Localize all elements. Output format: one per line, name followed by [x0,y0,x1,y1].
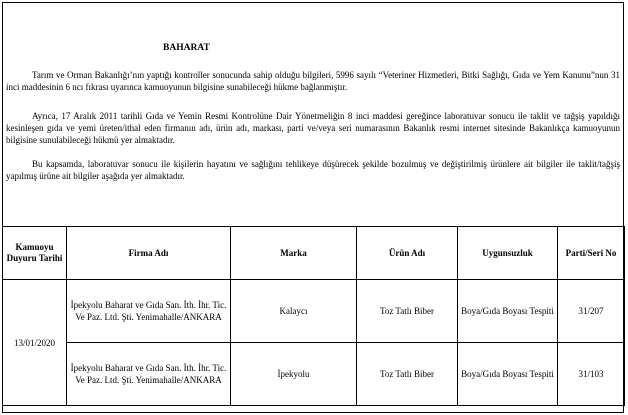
results-table [2,226,625,406]
lot-cell: 31/103 [558,343,625,406]
brand-cell: İpekyolu [231,343,357,406]
table-row [3,343,625,406]
announcement-date-cell: 13/01/2020 [3,280,67,406]
table-header-row [3,227,625,280]
header-issue: Uygunsuzluk [458,227,558,280]
product-cell: Toz Tatlı Biber [357,343,458,406]
issue-cell: Boya/Gıda Boyası Tespiti [458,280,558,343]
lot-cell: 31/207 [558,280,625,343]
header-firm: Firma Adı [67,227,231,280]
product-cell: Toz Tatlı Biber [357,280,458,343]
intro-paragraph-3: Bu kapsamda, laboratuvar sonucu ile kişilerin hayatını ve sağlığını tehlikeye düşürecek şekilde bozulmuş ve değiştirilmiş ürünlere ait bilgiler ile taklit/tağşiş yapılmış ürüne ait bilgiler aşağıda yer almaktadır. [6,159,620,181]
brand-cell: Kalaycı [231,280,357,343]
header-lot: Parti/Seri No [558,227,625,280]
header-date: Kamuoyu Duyuru Tarihi [3,227,67,280]
section-title: BAHARAT [163,43,210,53]
firm-cell: İpekyolu Baharat ve Gıda San. İth. İhr. Tic. Ve Paz. Ltd. Şti. Yenimahalle/ANKARA [67,280,231,343]
header-brand: Marka [231,227,357,280]
firm-cell: İpekyolu Baharat ve Gıda San. İth. İhr. Tic. Ve Paz. Ltd. Şti. Yenimahalle/ANKARA [67,343,231,406]
intro-paragraph-1: Tarım ve Orman Bakanlığı’nın yaptığı kontroller sonucunda sahip olduğu bilgileri, 5996 sayılı “Veteriner Hizmetleri, Bitki Sağlığı, Gıda ve Yem Kanunu”nun 31 inci maddesinin 6 ncı fıkrası uyarınca kamuoyunun bilgisine sunabileceği hükme bağlanmıştır. [6,70,620,92]
intro-paragraph-2: Ayrıca, 17 Aralık 2011 tarihli Gıda ve Yemin Resmi Kontrolüne Dair Yönetmeliğin 8 inci maddesi gereğince laboratuvar sonucu ile taklit ve tağşiş yapıldığı kesinleşen gıda ve yemi üreten/ithal eden firmanın adı, ürün adı, markası, parti ve/veya seri numarasının Bakanlık resmi internet sitesinde Bakanlıkça kamuoyunun bilgisine sunulabileceği hükmü yer almaktadır. [6,111,620,145]
issue-cell: Boya/Gıda Boyası Tespiti [458,343,558,406]
table-row [3,280,625,343]
header-product: Ürün Adı [357,227,458,280]
